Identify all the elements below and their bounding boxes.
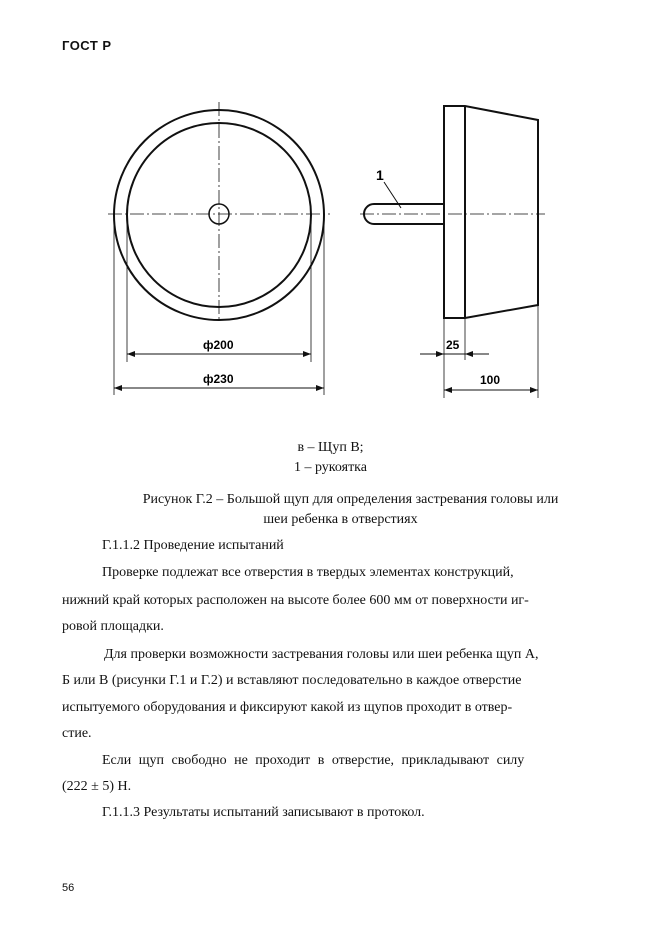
body-line: Б или В (рисунки Г.1 и Г.2) и вставляют последовательно в каждое отверстие bbox=[62, 673, 522, 688]
body-line: нижний край которых расположен на высоте более 600 мм от поверхности иг- bbox=[62, 593, 529, 608]
body-line: Проверке подлежат все отверстия в твердых элементах конструкций, bbox=[102, 565, 514, 580]
body-line: стие. bbox=[62, 726, 92, 741]
dim-200-label: ф200 bbox=[203, 338, 234, 352]
dim-100-label: 100 bbox=[480, 373, 501, 387]
body-line: ровой площадки. bbox=[62, 619, 164, 634]
figure-caption-line-1: Рисунок Г.2 – Большой щуп для определения застревания головы или bbox=[142, 492, 559, 507]
section-heading-1-1-2: Г.1.1.2 Проведение испытаний bbox=[102, 538, 284, 553]
body-line: Для проверки возможности застревания головы или шеи ребенка щуп А, bbox=[104, 647, 539, 662]
legend-line-1: в – Щуп В; bbox=[297, 440, 364, 455]
body-line: Если щуп свободно не проходит в отверстие, прикладывают силу bbox=[102, 753, 525, 768]
probe-body bbox=[444, 106, 538, 318]
body-line: испытуемого оборудования и фиксируют какой из щупов проходит в отвер- bbox=[62, 700, 513, 715]
page-number: 56 bbox=[62, 882, 75, 894]
body-line: (222 ± 5) Н. bbox=[62, 779, 132, 794]
side-view bbox=[360, 106, 545, 398]
probe-drawing bbox=[0, 0, 661, 430]
section-text-1-1-3: Г.1.1.3 Результаты испытаний записывают в протокол. bbox=[102, 805, 425, 820]
legend-line-2: 1 – рукоятка bbox=[293, 460, 367, 475]
dim-25-label: 25 bbox=[446, 338, 460, 352]
dim-230-label: ф230 bbox=[203, 372, 234, 386]
figure-caption-line-2: шеи ребенка в отверстиях bbox=[263, 512, 418, 527]
handle-label: 1 bbox=[376, 167, 384, 183]
doc-header: ГОСТ Р bbox=[62, 38, 112, 53]
